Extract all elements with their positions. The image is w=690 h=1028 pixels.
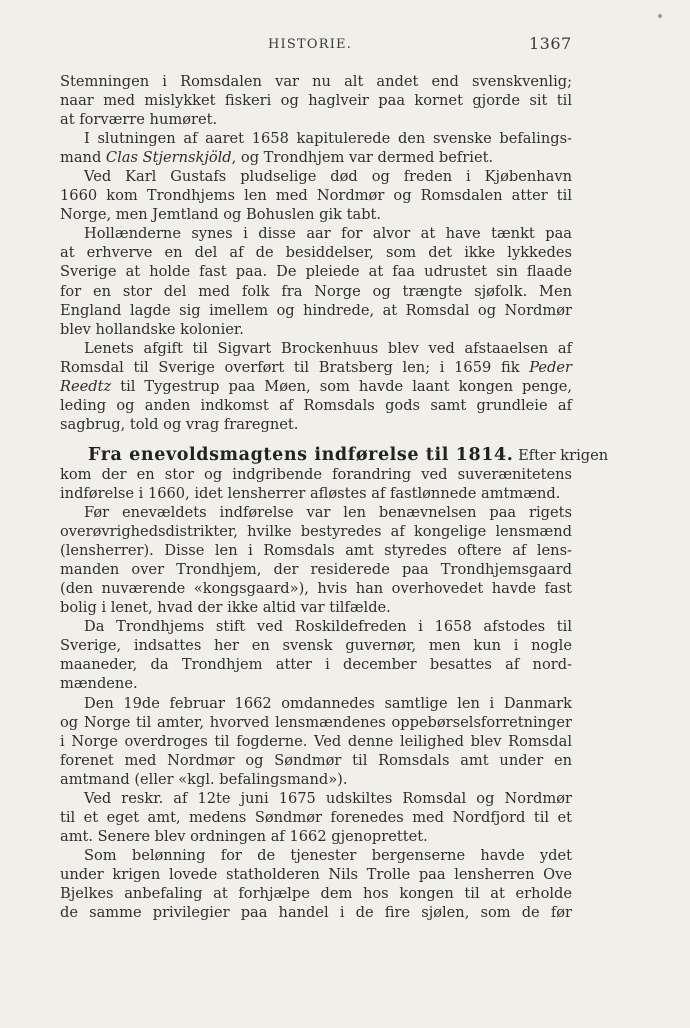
text-line: maaneder, da Trondhjem atter i december besattes af nord- xyxy=(60,656,572,674)
paragraph xyxy=(60,224,572,338)
text-line: Sverige at holde fast paa. De pleiede at faa udrustet sin flaade xyxy=(60,263,572,281)
text-line xyxy=(60,339,572,358)
text-line xyxy=(60,396,572,415)
text-line: bolig i lenet, hvad der ikke altid var tilfælde. xyxy=(60,599,391,617)
text-line: Ved reskr. af 12te juni 1675 udskiltes Romsdal og Nordmør xyxy=(84,789,572,807)
text-run: sagbrug, told og vrag fraregnet. xyxy=(60,415,299,433)
text-line: Den 19de februar 1662 omdannedes samtlige len i Danmark xyxy=(84,694,572,712)
text-line: Før enevældets indførelse var len benævnelsen paa rigets xyxy=(84,504,572,522)
text-line: at erhverve en del af de besiddelser, som det ikke lykkedes xyxy=(60,244,572,262)
paragraph xyxy=(60,503,572,617)
text-line: forenet med Nordmør og Søndmør til Romsdals amt under en xyxy=(60,751,572,769)
text-line xyxy=(60,415,572,434)
text-run: til Tygestrup paa Møen, som havde laant kongen penge, xyxy=(111,377,572,395)
text-line: Da Trondhjems stift ved Roskildefreden i 1658 afstodes til xyxy=(84,618,572,636)
text-line: Stemningen i Romsdalen var nu alt andet end svenskvenlig; xyxy=(60,73,572,90)
paragraph xyxy=(60,72,572,129)
italic-name: Clas Stjernskjöld xyxy=(105,149,232,167)
text-line: overøvrighedsdistrikter, hvilke bestyredes af kongelige lensmænd xyxy=(60,523,572,541)
italic-name: Reedtz xyxy=(60,377,112,395)
text-line: Som belønning for de tjenester bergenserne havde ydet xyxy=(84,846,572,864)
text-line: 1660 kom Trondhjems len med Nordmør og Romsdalen atter til xyxy=(60,187,572,205)
paragraph xyxy=(60,617,572,693)
text-run: I slutningen af aaret 1658 kapitulerede den svenske befalings- xyxy=(84,130,572,148)
text-line: manden over Trondhjem, der residerede paa Trondhjemsgaard xyxy=(60,561,572,579)
body-text xyxy=(60,72,609,922)
text-line: under krigen lovede statholderen Nils Trolle paa lensherren Ove xyxy=(60,865,572,883)
text-line: naar med mislykket fiskeri og haglveir paa kornet gjorde sit til xyxy=(60,92,572,110)
text-line: Norge, men Jemtland og Bohuslen gik tabt. xyxy=(60,206,382,224)
text-line xyxy=(60,148,572,167)
section-heading: Fra enevoldsmagtens indførelse til 1814. xyxy=(88,444,514,465)
text-line xyxy=(60,358,572,377)
text-line xyxy=(60,444,609,465)
text-line xyxy=(60,129,572,148)
paragraph xyxy=(60,789,572,846)
text-line: i Norge overdroges til fogderne. Ved denne leilighed blev Romsdal xyxy=(60,732,572,750)
text-line: amt. Senere blev ordningen af 1662 gjenoprettet. xyxy=(60,827,428,845)
scan-speck xyxy=(658,14,662,18)
text-line: mændene. xyxy=(60,675,138,693)
paragraph xyxy=(60,694,572,789)
running-head xyxy=(0,34,690,56)
text-line: til et eget amt, medens Søndmør forenedes med Nordfjord til et xyxy=(60,808,572,826)
text-run: mand xyxy=(60,149,106,167)
text-line xyxy=(60,377,572,396)
text-run: Romsdal til Sverige overført til Bratsberg len; i 1659 fik xyxy=(60,358,530,376)
text-run: Efter krigen xyxy=(518,446,609,464)
text-line: England lagde sig imellem og hindrede, at Romsdal og Nordmør xyxy=(60,301,572,319)
text-run: , og Trondhjem var dermed befriet. xyxy=(231,149,494,167)
section-first-paragraph xyxy=(60,444,609,503)
text-line: de samme privilegier paa handel i de fire sjølen, som de før xyxy=(60,904,572,922)
page-number: 1367 xyxy=(529,34,572,53)
text-line: amtmand (eller «kgl. befalingsmand»). xyxy=(60,770,348,788)
text-line: blev hollandske kolonier. xyxy=(60,320,244,338)
text-run: leding og anden indkomst af Romsdals gods samt grundleie af xyxy=(60,396,572,414)
paragraph xyxy=(60,167,572,224)
paragraph xyxy=(60,339,572,434)
paragraph xyxy=(60,129,572,167)
text-line: Hollænderne synes i disse aar for alvor at have tænkt paa xyxy=(84,225,572,243)
paragraph xyxy=(60,846,572,922)
text-line: Ved Karl Gustafs pludselige død og freden i Kjøbenhavn xyxy=(84,168,572,186)
text-line: for en stor del med folk fra Norge og trængte sjøfolk. Men xyxy=(60,282,572,300)
text-line: (lensherrer). Disse len i Romsdals amt styredes oftere af lens- xyxy=(60,542,572,560)
running-title: HISTORIE. xyxy=(268,37,353,52)
text-line: indførelse i 1660, idet lensherrer afløstes af fastlønnede amtmænd. xyxy=(60,484,561,502)
italic-name: Peder xyxy=(529,358,572,376)
text-line: kom der en stor og indgribende forandring ved suverænitetens xyxy=(60,465,572,483)
text-line: at forværre humøret. xyxy=(60,111,218,129)
text-line: Sverige, indsattes her en svensk guvernør, men kun i nogle xyxy=(60,637,572,655)
text-line: Bjelkes anbefaling at forhjælpe dem hos kongen til at erholde xyxy=(60,884,572,902)
text-line: og Norge til amter, hvorved lensmændenes oppebørselsforretninger xyxy=(60,713,572,731)
text-run: Lenets afgift til Sigvart Brockenhuus blev ved afstaaelsen af xyxy=(84,339,572,357)
text-line: (den nuværende «kongsgaard»), hvis han overhovedet havde fast xyxy=(60,580,572,598)
